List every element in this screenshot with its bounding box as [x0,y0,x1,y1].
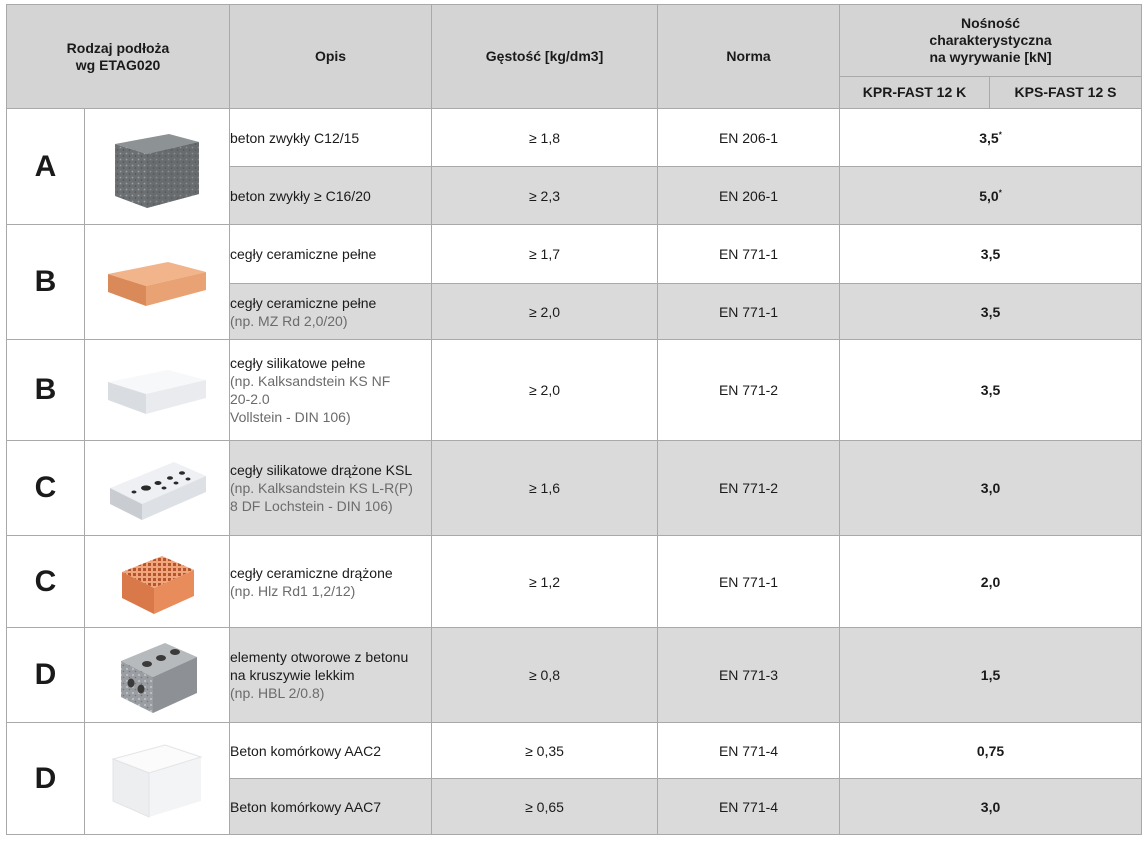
header-substrate [7,5,230,109]
row-density: ≥ 0,8 [432,628,658,723]
header-substrate-line-2: wg ETAG020 [75,56,161,73]
row-load-value: 3,0 [840,441,1142,536]
header-description: Opis [230,5,432,109]
row-load-value: 0,75 [840,723,1142,779]
row-description: Beton komórkowy AAC7 [230,779,432,835]
description-note-line: Vollstein - DIN 106) [230,409,351,425]
row-standard: EN 771-1 [658,225,840,284]
row-description [230,441,432,536]
category-label: C [7,441,85,536]
row-standard: EN 771-1 [658,284,840,340]
table-row [7,340,1142,441]
row-description [230,628,432,723]
row-description: cegły ceramiczne pełne [230,225,432,284]
row-density: ≥ 1,6 [432,441,658,536]
row-load-value [840,109,1142,167]
description-note-line: (np. Kalksandstein KS NF [230,373,391,389]
description-note: (np. Hlz Rd1 1,2/12) [230,582,356,599]
row-density: ≥ 1,2 [432,536,658,628]
description-main: cegły ceramiczne drążone [230,564,393,581]
row-load-value: 2,0 [840,536,1142,628]
description-note-line: 20-2.0 [230,391,270,407]
row-standard: EN 771-3 [658,628,840,723]
description-note: (np. HBL 2/0.8) [230,685,325,701]
description-note-line: 8 DF Lochstein - DIN 106) [230,498,393,514]
silicate-brick-icon [85,340,230,441]
category-label: D [7,723,85,835]
row-density: ≥ 0,35 [432,723,658,779]
table-row [7,109,1142,167]
footnote-mark: * [998,187,1002,197]
row-standard: EN 771-4 [658,723,840,779]
category-label: D [7,628,85,723]
description-main: cegły silikatowe drążone KSL [230,462,413,478]
description-main-line: elementy otworowe z betonu [230,649,409,665]
header-product-1: KPR-FAST 12 K [840,77,990,109]
header-load-line-3: na wyrywanie [kN] [929,49,1052,65]
row-description [230,284,432,340]
category-label: A [7,109,85,225]
row-load-value: 1,5 [840,628,1142,723]
description-note-line: (np. Kalksandstein KS L-R(P) [230,480,413,496]
row-load-value [840,167,1142,225]
row-load-value: 3,5 [840,340,1142,441]
category-label: C [7,536,85,628]
row-description [230,340,432,441]
row-standard: EN 771-1 [658,536,840,628]
hollow-ceramic-block-icon [85,536,230,628]
header-load [840,5,1142,77]
ceramic-brick-icon [85,225,230,340]
row-load-value: 3,5 [840,225,1142,284]
header-density: Gęstość [kg/dm3] [432,5,658,109]
table-row [7,441,1142,536]
description-main: cegły silikatowe pełne [230,355,366,371]
description-note: (np. MZ Rd 2,0/20) [230,312,348,329]
row-standard: EN 771-2 [658,441,840,536]
header-substrate-line-1: Rodzaj podłoża [66,39,170,56]
row-standard: EN 206-1 [658,167,840,225]
row-description [230,536,432,628]
header-load-line-2: charakterystyczna [929,32,1052,48]
concrete-block-icon [85,109,230,225]
category-label: B [7,340,85,441]
row-standard: EN 206-1 [658,109,840,167]
row-standard: EN 771-2 [658,340,840,441]
description-main-line: na kruszywie lekkim [230,667,355,683]
row-density: ≥ 2,0 [432,284,658,340]
table-row [7,628,1142,723]
table-row [7,225,1142,284]
header-product-2: KPS-FAST 12 S [990,77,1142,109]
row-description: beton zwykły C12/15 [230,109,432,167]
table-row [7,723,1142,779]
header-load-line-1: Nośność [960,15,1021,31]
spec-table-wrapper [6,4,1142,835]
footnote-mark: * [998,129,1002,139]
row-load-value: 3,5 [840,284,1142,340]
row-density: ≥ 1,7 [432,225,658,284]
row-density: ≥ 2,0 [432,340,658,441]
row-description: beton zwykły ≥ C16/20 [230,167,432,225]
row-load-value: 3,0 [840,779,1142,835]
header-standard: Norma [658,5,840,109]
table-row [7,536,1142,628]
row-density: ≥ 0,65 [432,779,658,835]
description-main: cegły ceramiczne pełne [230,294,377,311]
load-value: 3,5 [979,129,999,146]
category-label: B [7,225,85,340]
substrate-load-table [6,4,1142,835]
header-row [7,5,1142,77]
lightweight-aggregate-block-icon [85,628,230,723]
row-density: ≥ 1,8 [432,109,658,167]
aerated-concrete-block-icon [85,723,230,835]
row-description: Beton komórkowy AAC2 [230,723,432,779]
row-density: ≥ 2,3 [432,167,658,225]
hollow-silicate-block-icon [85,441,230,536]
row-standard: EN 771-4 [658,779,840,835]
load-value: 5,0 [979,187,999,204]
